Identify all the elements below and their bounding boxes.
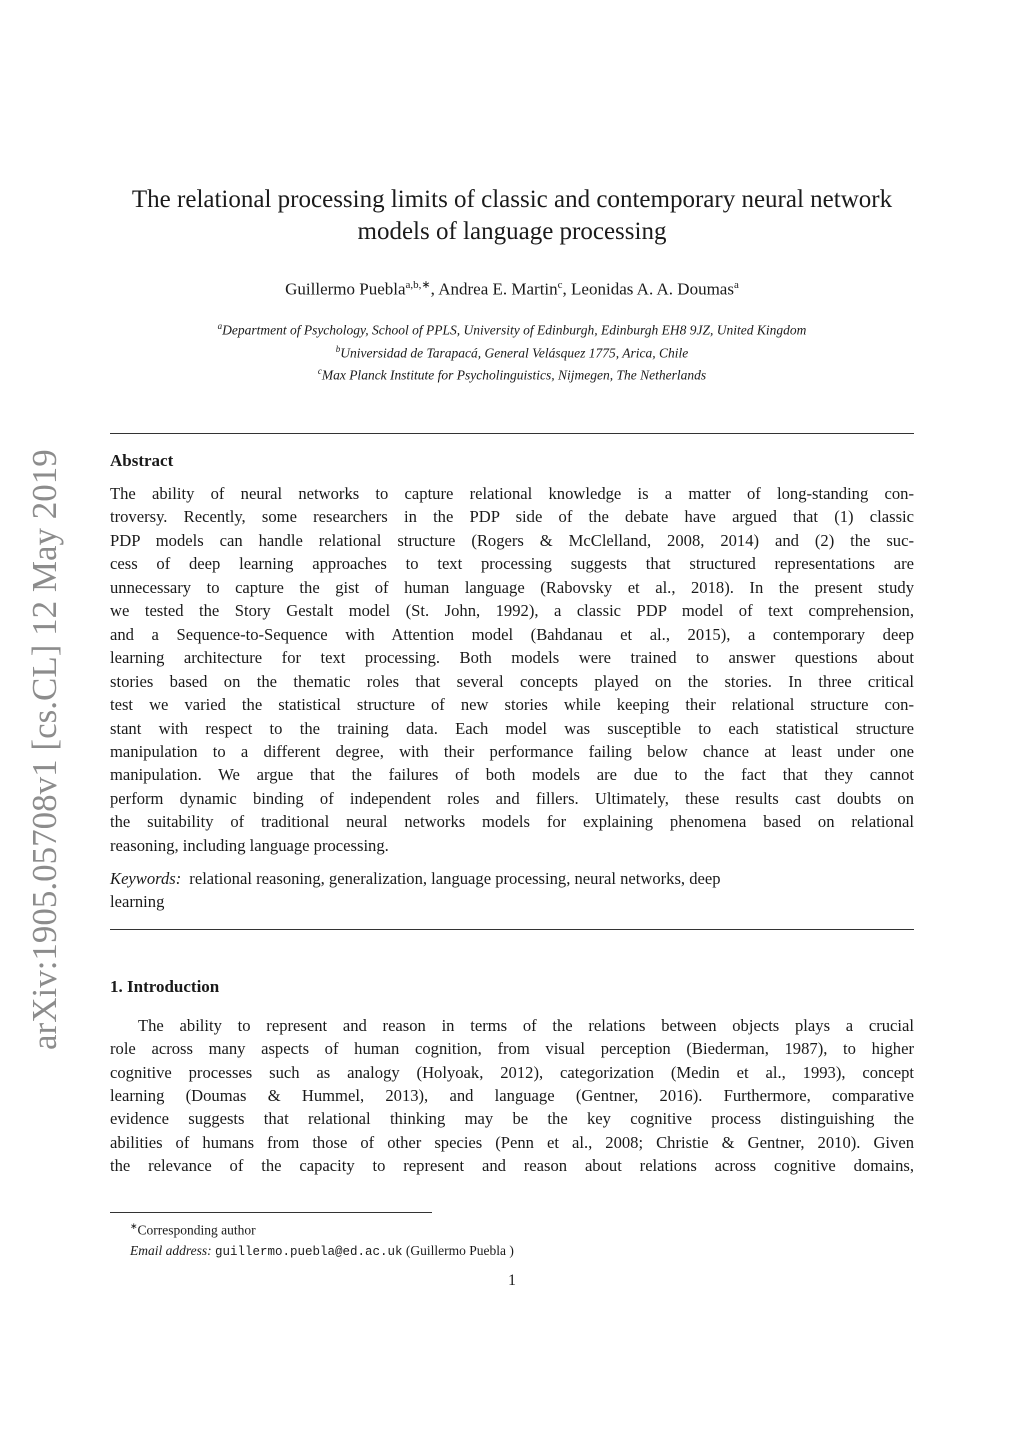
- abstract-line: stories based on the thematic roles that several concepts played on the stories. In three critical: [110, 671, 914, 691]
- corresponding-author-text: Corresponding author: [137, 1222, 256, 1238]
- abstract-bottom-rule: [110, 929, 914, 930]
- abstract-line: learning architecture for text processing. Both models were trained to answer questions about: [110, 648, 914, 668]
- abstract-line: and a Sequence-to-Sequence with Attention model (Bahdanau et al., 2015), a contemporary deep: [110, 624, 914, 644]
- abstract-line: manipulation. We argue that the failures of both models are due to the fact that they cannot: [110, 765, 914, 785]
- abstract-line: manipulation to a different degree, with their performance failing below chance at least under one: [110, 741, 914, 761]
- affiliation: [110, 362, 914, 385]
- author-name: Leonidas A. A. Doumas: [571, 279, 734, 299]
- abstract-line: unnecessary to capture the gist of human language (Rabovsky et al., 2018). In the present study: [110, 577, 914, 597]
- abstract-line: stant with respect to the training data. Each model was susceptible to each statistical structure: [110, 718, 914, 738]
- abstract-line: the suitability of traditional neural networks models for explaining phenomena based on relational: [110, 812, 914, 832]
- footnote-mark: ∗: [130, 1221, 138, 1231]
- introduction-line: evidence suggests that relational thinking may be the key cognitive process distinguishing the: [110, 1109, 914, 1129]
- abstract-line: reasoning, including language processing.: [110, 835, 389, 855]
- keywords-label: Keywords:: [110, 869, 182, 888]
- affiliation-text: Universidad de Tarapacá, General Velásquez 1775, Arica, Chile: [340, 345, 689, 360]
- abstract-line: troversy. Recently, some researchers in the PDP side of the debate have argued that (1) classic: [110, 507, 914, 527]
- author-name: Guillermo Puebla: [285, 279, 406, 299]
- author-affiliation-mark: c: [557, 279, 563, 291]
- introduction-heading: 1. Introduction: [110, 977, 220, 996]
- affiliation: [110, 340, 914, 363]
- author-list: Guillermo Puebla$^{a,b,∗}$, Andrea E. Martin$^c$, Leonidas A. A. Doumas$^a$: [285, 279, 739, 299]
- email-owner: (Guillermo Puebla ): [405, 1242, 514, 1258]
- affiliation-text: Max Planck Institute for Psycholinguistics, Nijmegen, The Netherlands: [321, 367, 707, 383]
- title-line-1: The relational processing limits of classic and contemporary neural network: [131, 186, 893, 213]
- affiliation-mark: a: [217, 321, 223, 331]
- abstract-line: PDP models can handle relational structure (Rogers & McClelland, 2008, 2014) and (2) the suc-: [110, 530, 914, 550]
- abstract-line: perform dynamic binding of independent roles and fillers. Ultimately, these results cast doubts on: [110, 788, 914, 808]
- author-affiliation-mark: a: [733, 279, 739, 291]
- affiliation-text: Department of Psychology, School of PPLS, University of Edinburgh, Edinburgh EH8 9JZ, United Kingdom: [222, 322, 807, 338]
- introduction-line: cognitive processes such as analogy (Holyoak, 2012), categorization (Medin et al., 1993), concept: [110, 1062, 914, 1082]
- introduction-line: abilities of humans from those of other species (Penn et al., 2008; Christie & Gentner, 2010). Given: [110, 1132, 914, 1152]
- affiliation: [110, 317, 914, 340]
- page-number: 1: [508, 1272, 516, 1289]
- abstract-line: The ability of neural networks to capture relational knowledge is a matter of long-standing con-: [110, 484, 914, 503]
- author-name: Andrea E. Martin: [438, 279, 558, 299]
- email-label: Email address:: [130, 1242, 212, 1258]
- introduction-body: [110, 1014, 914, 1177]
- introduction-line: role across many aspects of human cognition, from visual perception (Biederman, 1987), to higher: [110, 1039, 914, 1059]
- affiliation-mark: c: [317, 366, 322, 376]
- introduction-line: learning (Doumas & Hummel, 2013), and language (Gentner, 2016). Furthermore, comparative: [110, 1086, 914, 1106]
- abstract-top-rule: [110, 433, 914, 434]
- keywords: [110, 867, 914, 913]
- abstract-line: we tested the Story Gestalt model (St. John, 1992), a classic PDP model of text comprehension,: [110, 601, 914, 621]
- introduction-line: The ability to represent and reason in terms of the relations between objects plays a crucial: [138, 1016, 914, 1035]
- keywords-text: relational reasoning, generalization, language processing, neural networks, deep: [189, 869, 721, 888]
- keywords-text: learning: [110, 892, 165, 911]
- footnote-rule: [110, 1212, 432, 1213]
- footnote: [130, 1216, 514, 1262]
- abstract-body: [110, 482, 914, 857]
- paper-title: [110, 184, 914, 248]
- introduction-line: the relevance of the capacity to represent and reason about relations across cognitive domains,: [110, 1156, 914, 1176]
- arxiv-identifier-stamp: arXiv:1905.05708v1 [cs.CL] 12 May 2019: [25, 449, 64, 1050]
- abstract-heading: Abstract: [110, 451, 174, 470]
- title-line-2: models of language processing: [357, 218, 667, 245]
- author-affiliation-mark: a,b,∗: [405, 279, 431, 291]
- affiliation-mark: b: [335, 343, 341, 354]
- corresponding-author-note: [130, 1216, 514, 1241]
- affiliation-list: [110, 317, 914, 385]
- email-note: [130, 1241, 514, 1262]
- email-address[interactable]: guillermo.puebla@ed.ac.uk: [215, 1244, 403, 1259]
- abstract-line: cess of deep learning approaches to text processing suggests that structured representations are: [110, 554, 914, 574]
- abstract-line: test we varied the statistical structure of new stories while keeping their relational structure con-: [110, 695, 914, 715]
